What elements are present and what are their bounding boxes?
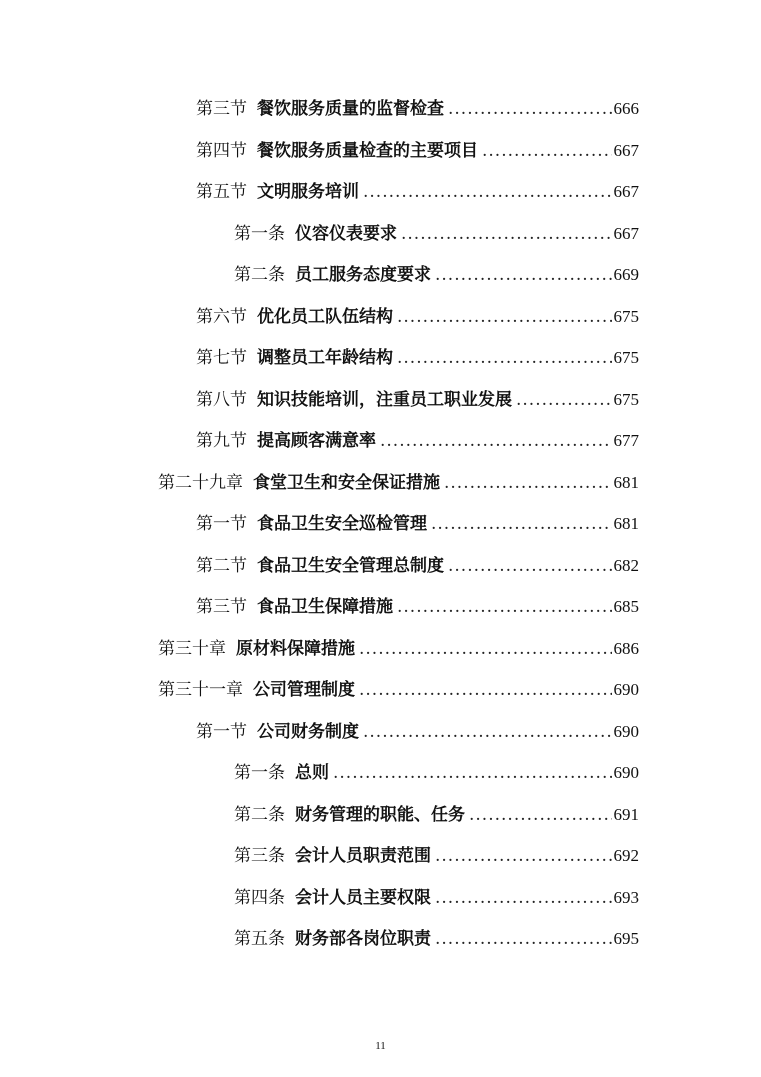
dot-leader <box>516 385 612 415</box>
toc-entry-title: 食品卫生保障措施 <box>257 597 393 617</box>
toc-entry-title: 总则 <box>295 763 329 783</box>
toc-entry-title: 餐饮服务质量的监督检查 <box>257 99 444 119</box>
toc-entry-number: 第三节 <box>196 99 247 119</box>
dot-leader <box>363 717 612 747</box>
toc-entry-page: 691 <box>613 805 639 824</box>
toc-entry-number: 第二条 <box>234 805 285 825</box>
toc-entry-number: 第一条 <box>234 224 285 244</box>
toc-entry-page: 667 <box>613 182 639 201</box>
toc-entry-page: 681 <box>613 473 639 492</box>
toc-entry-title: 食品卫生安全巡检管理 <box>257 514 427 534</box>
dot-leader <box>431 509 612 539</box>
dot-leader <box>397 592 612 622</box>
dot-leader <box>401 219 612 249</box>
toc-entry-number: 第五条 <box>234 929 285 949</box>
toc-entry-page: 667 <box>613 141 639 160</box>
toc-entry-title: 原材料保障措施 <box>236 639 355 659</box>
toc-entry[interactable] <box>234 800 639 830</box>
toc-entry-page: 667 <box>613 224 639 243</box>
dot-leader <box>469 800 612 830</box>
toc-entry-title: 仪容仪表要求 <box>295 224 397 244</box>
toc-entry-title: 员工服务态度要求 <box>295 265 431 285</box>
toc-entry-number: 第九节 <box>196 431 247 451</box>
toc-entry[interactable] <box>196 509 639 539</box>
dot-leader <box>435 841 612 871</box>
toc-entry-number: 第三条 <box>234 846 285 866</box>
toc-entry-number: 第一节 <box>196 514 247 534</box>
toc-entry-number: 第七节 <box>196 348 247 368</box>
dot-leader <box>435 924 612 954</box>
toc-entry-number: 第二十九章 <box>158 473 243 493</box>
toc-entry-title: 财务部各岗位职责 <box>295 929 431 949</box>
toc-entry[interactable] <box>196 302 639 332</box>
toc-entry[interactable] <box>234 841 639 871</box>
toc-entry[interactable] <box>158 468 639 498</box>
toc-entry-title: 会计人员主要权限 <box>295 888 431 908</box>
toc-entry-number: 第四节 <box>196 141 247 161</box>
toc-entry-page: 690 <box>613 680 639 699</box>
dot-leader <box>448 551 612 581</box>
toc-entry-title: 餐饮服务质量检查的主要项目 <box>257 141 478 161</box>
toc-entry[interactable] <box>234 219 639 249</box>
toc-entry-title: 食品卫生安全管理总制度 <box>257 556 444 576</box>
toc-entry-page: 677 <box>613 431 639 450</box>
toc-entry-number: 第六节 <box>196 307 247 327</box>
toc-entry-page: 690 <box>613 763 639 782</box>
toc-entry-title: 文明服务培训 <box>257 182 359 202</box>
dot-leader <box>363 177 612 207</box>
toc-entry[interactable] <box>196 177 639 207</box>
dot-leader <box>333 758 612 788</box>
toc-entry[interactable] <box>196 343 639 373</box>
toc-entry-page: 685 <box>613 597 639 616</box>
dot-leader <box>482 136 612 166</box>
toc-entry[interactable] <box>234 883 639 913</box>
toc-entry-title: 食堂卫生和安全保证措施 <box>253 473 440 493</box>
toc-entry[interactable] <box>196 136 639 166</box>
toc-entry-title: 公司管理制度 <box>253 680 355 700</box>
toc-entry-number: 第三十一章 <box>158 680 243 700</box>
toc-entry-page: 692 <box>613 846 639 865</box>
toc-entry-number: 第四条 <box>234 888 285 908</box>
dot-leader <box>435 260 612 290</box>
toc-entry[interactable] <box>158 634 639 664</box>
toc-entry[interactable] <box>158 675 639 705</box>
toc-entry[interactable] <box>196 94 639 124</box>
page-number: 11 <box>375 1040 386 1052</box>
toc-entry-number: 第八节 <box>196 390 247 410</box>
toc-entry-title: 知识技能培训，注重员工职业发展 <box>257 390 512 410</box>
toc-entry-page: 682 <box>613 556 639 575</box>
toc-entry-page: 669 <box>613 265 639 284</box>
toc-entry-page: 675 <box>613 390 639 409</box>
dot-leader <box>380 426 612 456</box>
toc-entry-title: 提高顾客满意率 <box>257 431 376 451</box>
toc-entry[interactable] <box>196 717 639 747</box>
toc-entry-title: 公司财务制度 <box>257 722 359 742</box>
toc-entry-page: 690 <box>613 722 639 741</box>
toc-entry[interactable] <box>234 758 639 788</box>
toc-entry-page: 681 <box>613 514 639 533</box>
toc-entry-page: 695 <box>613 929 639 948</box>
toc-entry-page: 675 <box>613 307 639 326</box>
dot-leader <box>444 468 612 498</box>
dot-leader <box>359 675 612 705</box>
toc-entry-number: 第三节 <box>196 597 247 617</box>
toc-entry-number: 第二节 <box>196 556 247 576</box>
toc-entry-number: 第一节 <box>196 722 247 742</box>
toc-entry[interactable] <box>196 426 639 456</box>
dot-leader <box>397 302 612 332</box>
toc-entry[interactable] <box>196 551 639 581</box>
dot-leader <box>448 94 612 124</box>
dot-leader <box>359 634 612 664</box>
toc-entry-number: 第三十章 <box>158 639 226 659</box>
toc-entry-number: 第五节 <box>196 182 247 202</box>
toc-entry-number: 第二条 <box>234 265 285 285</box>
dot-leader <box>435 883 612 913</box>
toc-entry-page: 675 <box>613 348 639 367</box>
toc-entry-title: 财务管理的职能、任务 <box>295 805 465 825</box>
toc-entry-page: 686 <box>613 639 639 658</box>
toc-entry[interactable] <box>234 924 639 954</box>
toc-entry-number: 第一条 <box>234 763 285 783</box>
toc-entry-title: 优化员工队伍结构 <box>257 307 393 327</box>
dot-leader <box>397 343 612 373</box>
toc-entry[interactable] <box>196 592 639 622</box>
toc-entry[interactable] <box>234 260 639 290</box>
toc-entry-page: 666 <box>613 99 639 118</box>
toc-entry[interactable] <box>196 385 639 415</box>
toc-entry-page: 693 <box>613 888 639 907</box>
toc-entry-title: 会计人员职责范围 <box>295 846 431 866</box>
toc-entry-title: 调整员工年龄结构 <box>257 348 393 368</box>
